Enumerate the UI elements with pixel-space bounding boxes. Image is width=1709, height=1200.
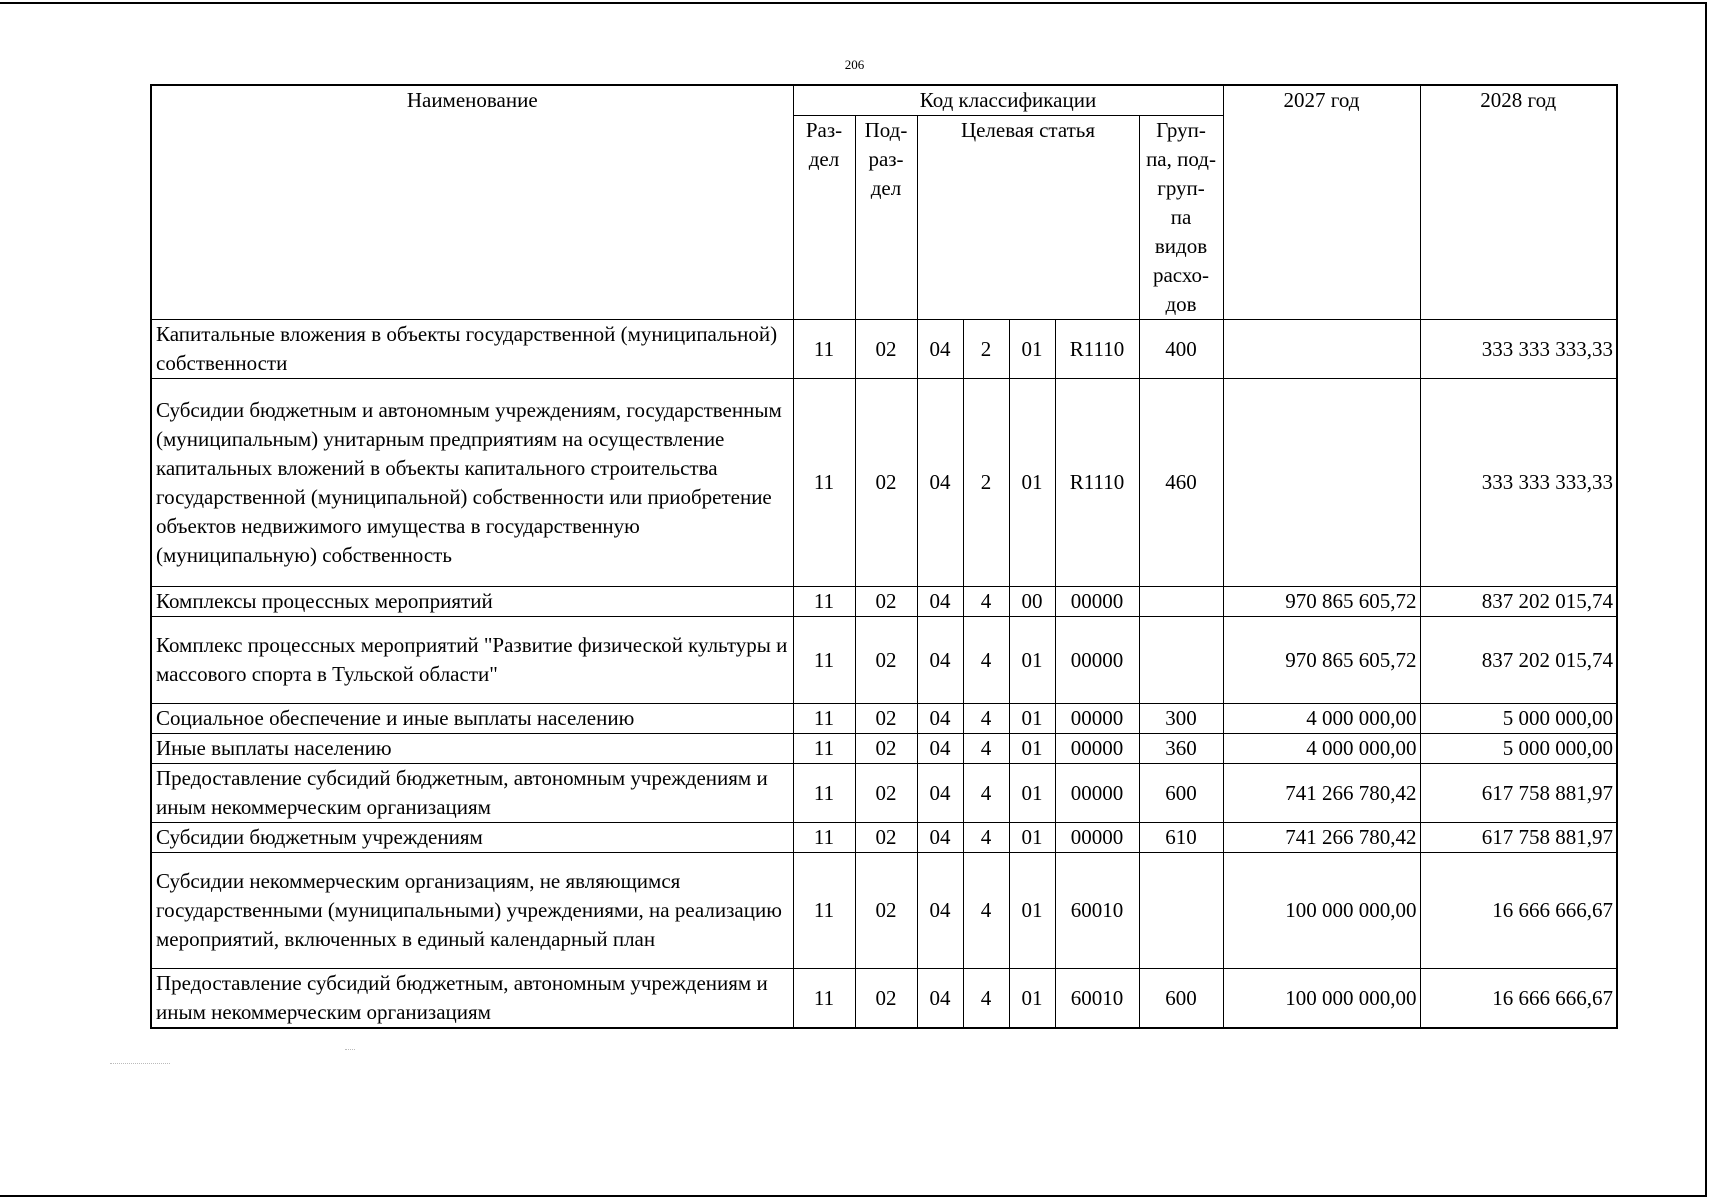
cell-name: Субсидии некоммерческим организациям, не являющимся государственными (муниципальными) учреждениями, на реализацию мероприятий, включенных в единый календарный план (151, 853, 793, 969)
cell-amount-2028: 16 666 666,67 (1420, 969, 1617, 1029)
cell-target-type: 4 (963, 587, 1009, 617)
header-year-2028: 2028 год (1420, 85, 1617, 320)
cell-expense-group: 360 (1139, 734, 1223, 764)
cell-target-direction: 00000 (1055, 617, 1139, 704)
cell-expense-group: 600 (1139, 764, 1223, 823)
cell-amount-2027 (1223, 320, 1420, 379)
cell-name: Иные выплаты населению (151, 734, 793, 764)
header-expense-group: Груп- па, под- груп- па видов расхо- дов (1139, 116, 1223, 320)
cell-section: 11 (793, 823, 855, 853)
cell-expense-group (1139, 853, 1223, 969)
cell-amount-2027: 4 000 000,00 (1223, 704, 1420, 734)
header-subsection: Под- раз- дел (855, 116, 917, 320)
cell-expense-group: 400 (1139, 320, 1223, 379)
cell-amount-2028: 617 758 881,97 (1420, 764, 1617, 823)
cell-name: Предоставление субсидий бюджетным, автономным учреждениям и иным некоммерческим организациям (151, 969, 793, 1029)
cell-name: Субсидии бюджетным и автономным учреждениям, государственным (муниципальным) унитарным предприятиям на осуществление капитальных вложений в объекты капитального строительства государственной (муниципальной) собственности или приобретение объектов недвижимого имущества в государственную (муниципальную) собственность (151, 379, 793, 587)
cell-target-direction: 00000 (1055, 704, 1139, 734)
table-row (151, 853, 1617, 969)
cell-name: Капитальные вложения в объекты государственной (муниципальной) собственности (151, 320, 793, 379)
cell-target-program: 04 (917, 379, 963, 587)
cell-amount-2028: 837 202 015,74 (1420, 617, 1617, 704)
cell-expense-group: 610 (1139, 823, 1223, 853)
cell-target-structure: 01 (1009, 617, 1055, 704)
cell-target-structure: 01 (1009, 704, 1055, 734)
cell-amount-2027: 741 266 780,42 (1223, 764, 1420, 823)
cell-target-type: 2 (963, 379, 1009, 587)
cell-target-structure: 01 (1009, 853, 1055, 969)
cell-section: 11 (793, 617, 855, 704)
budget-table (150, 84, 1618, 1029)
cell-target-type: 4 (963, 764, 1009, 823)
header-name: Наименование (151, 85, 793, 320)
cell-target-program: 04 (917, 587, 963, 617)
table-row (151, 704, 1617, 734)
cell-section: 11 (793, 320, 855, 379)
cell-name: Субсидии бюджетным учреждениям (151, 823, 793, 853)
cell-name: Социальное обеспечение и иные выплаты населению (151, 704, 793, 734)
cell-target-type: 2 (963, 320, 1009, 379)
header-target-article: Целевая статья (917, 116, 1139, 320)
cell-target-type: 4 (963, 969, 1009, 1029)
cell-target-program: 04 (917, 764, 963, 823)
cell-subsection: 02 (855, 320, 917, 379)
cell-subsection: 02 (855, 969, 917, 1029)
cell-target-program: 04 (917, 823, 963, 853)
cell-target-direction: R1110 (1055, 379, 1139, 587)
cell-target-program: 04 (917, 734, 963, 764)
cell-subsection: 02 (855, 617, 917, 704)
cell-target-direction: 00000 (1055, 587, 1139, 617)
cell-subsection: 02 (855, 587, 917, 617)
cell-name: Комплекс процессных мероприятий "Развитие физической культуры и массового спорта в Тульской области" (151, 617, 793, 704)
header-classification: Код классификации (793, 85, 1223, 116)
cell-amount-2027: 100 000 000,00 (1223, 969, 1420, 1029)
cell-expense-group: 300 (1139, 704, 1223, 734)
cell-expense-group: 600 (1139, 969, 1223, 1029)
cell-amount-2028: 333 333 333,33 (1420, 379, 1617, 587)
cell-target-direction: 60010 (1055, 853, 1139, 969)
cell-subsection: 02 (855, 379, 917, 587)
cell-expense-group (1139, 617, 1223, 704)
cell-expense-group: 460 (1139, 379, 1223, 587)
cell-amount-2027: 970 865 605,72 (1223, 587, 1420, 617)
cell-amount-2028: 617 758 881,97 (1420, 823, 1617, 853)
cell-subsection: 02 (855, 853, 917, 969)
cell-target-direction: 00000 (1055, 823, 1139, 853)
cell-target-type: 4 (963, 734, 1009, 764)
cell-section: 11 (793, 704, 855, 734)
cell-target-type: 4 (963, 704, 1009, 734)
table-row (151, 764, 1617, 823)
cell-target-structure: 01 (1009, 379, 1055, 587)
cell-target-program: 04 (917, 704, 963, 734)
cell-section: 11 (793, 764, 855, 823)
cell-amount-2028: 16 666 666,67 (1420, 853, 1617, 969)
cell-amount-2028: 333 333 333,33 (1420, 320, 1617, 379)
cell-amount-2027: 100 000 000,00 (1223, 853, 1420, 969)
table-row (151, 617, 1617, 704)
header-year-2027: 2027 год (1223, 85, 1420, 320)
header-section: Раз- дел (793, 116, 855, 320)
cell-section: 11 (793, 734, 855, 764)
cell-amount-2028: 5 000 000,00 (1420, 704, 1617, 734)
cell-section: 11 (793, 587, 855, 617)
cell-expense-group (1139, 587, 1223, 617)
table-row (151, 587, 1617, 617)
cell-amount-2027: 4 000 000,00 (1223, 734, 1420, 764)
cell-target-structure: 01 (1009, 764, 1055, 823)
cell-target-type: 4 (963, 823, 1009, 853)
cell-target-program: 04 (917, 617, 963, 704)
cell-target-direction: 60010 (1055, 969, 1139, 1029)
cell-target-structure: 01 (1009, 320, 1055, 379)
table-row (151, 379, 1617, 587)
cell-section: 11 (793, 853, 855, 969)
table-row (151, 969, 1617, 1029)
cell-target-type: 4 (963, 853, 1009, 969)
cell-section: 11 (793, 379, 855, 587)
cell-target-structure: 00 (1009, 587, 1055, 617)
cell-name: Комплексы процессных мероприятий (151, 587, 793, 617)
cell-target-structure: 01 (1009, 969, 1055, 1029)
table-row (151, 320, 1617, 379)
cell-target-direction: 00000 (1055, 734, 1139, 764)
cell-subsection: 02 (855, 704, 917, 734)
table-row (151, 734, 1617, 764)
scan-mark (345, 1049, 355, 1051)
cell-target-structure: 01 (1009, 823, 1055, 853)
table-row (151, 823, 1617, 853)
cell-name: Предоставление субсидий бюджетным, автономным учреждениям и иным некоммерческим организациям (151, 764, 793, 823)
cell-amount-2027 (1223, 379, 1420, 587)
cell-target-program: 04 (917, 320, 963, 379)
cell-section: 11 (793, 969, 855, 1029)
cell-subsection: 02 (855, 764, 917, 823)
cell-amount-2027: 741 266 780,42 (1223, 823, 1420, 853)
cell-target-direction: R1110 (1055, 320, 1139, 379)
cell-target-program: 04 (917, 969, 963, 1029)
cell-amount-2028: 5 000 000,00 (1420, 734, 1617, 764)
cell-subsection: 02 (855, 734, 917, 764)
cell-target-program: 04 (917, 853, 963, 969)
page-number: 206 (844, 57, 865, 72)
cell-target-structure: 01 (1009, 734, 1055, 764)
cell-target-direction: 00000 (1055, 764, 1139, 823)
cell-amount-2028: 837 202 015,74 (1420, 587, 1617, 617)
scan-mark (110, 1063, 170, 1065)
cell-amount-2027: 970 865 605,72 (1223, 617, 1420, 704)
cell-target-type: 4 (963, 617, 1009, 704)
cell-subsection: 02 (855, 823, 917, 853)
